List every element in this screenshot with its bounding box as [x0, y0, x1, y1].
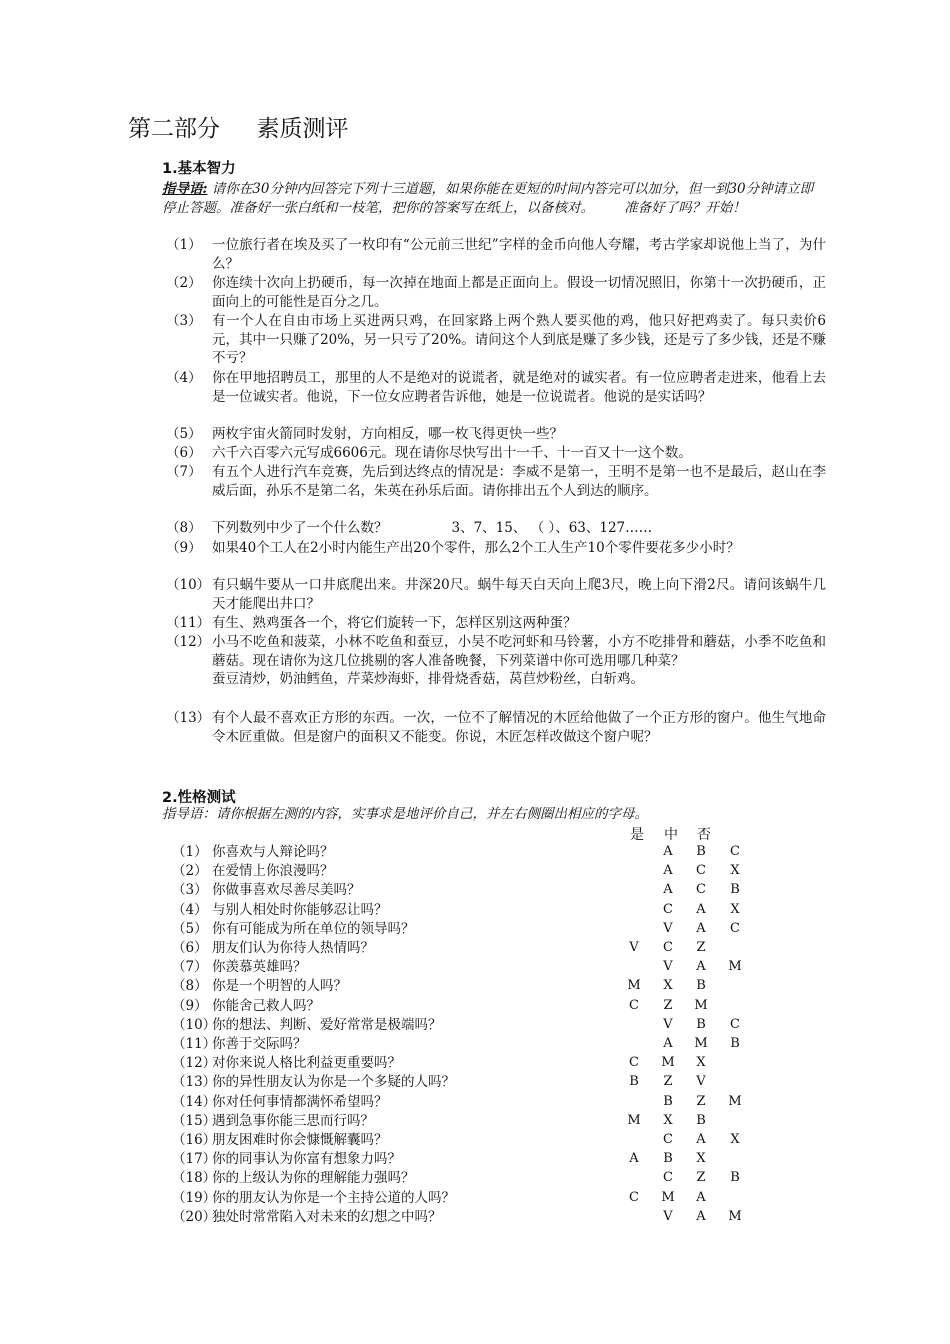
answer-option[interactable]: A [696, 1189, 706, 1205]
answer-option[interactable]: B [663, 1151, 673, 1167]
item-text: 你对任何事情都满怀希望吗？ [212, 1093, 388, 1110]
answer-option[interactable]: A [663, 863, 673, 879]
answer-option[interactable]: A [696, 959, 706, 975]
question-text [212, 519, 826, 538]
question-number: （13） [166, 710, 211, 726]
item-number: （3） [172, 882, 208, 899]
personality-item [172, 1169, 415, 1187]
question-number: （10） [166, 577, 211, 593]
answer-option[interactable]: M [627, 1112, 641, 1128]
item-number: （1） [172, 844, 208, 860]
item-text: 你羡慕英雄吗？ [212, 959, 307, 976]
answer-option[interactable]: Z [696, 940, 706, 955]
personality-item [172, 1131, 388, 1149]
item-text: 你是一个明智的人吗？ [212, 978, 347, 995]
iq-question [166, 312, 826, 368]
iq-question [166, 236, 826, 273]
answer-option[interactable]: C [663, 901, 673, 917]
iq-question [166, 576, 826, 613]
question-text [212, 444, 826, 463]
question-body: 有一个人在自由市场上买进两只鸡，在回家路上两个熟人要买他的鸡，他只好把鸡卖了。每只卖价6元，其中一只赚了20%，另一只亏了20%。请问这个人到底是赚了多少钱，还是亏了多少钱，还是不赚不亏？ [212, 313, 826, 366]
item-text: 你能舍己救人吗？ [212, 997, 320, 1014]
answer-option[interactable]: B [696, 1016, 706, 1032]
item-number: （12） [172, 1055, 217, 1072]
item-text: 在爱情上你浪漫吗？ [212, 863, 334, 880]
answer-option[interactable]: M [661, 1189, 675, 1205]
item-text: 你做事喜欢尽善尽美吗？ [212, 882, 361, 899]
question-body: 有生、熟鸡蛋各一个，将它们旋转一下，怎样区别这两种蛋？ [212, 615, 577, 631]
question-body: 有只蜗牛要从一口井底爬出来。井深20尺。蜗牛每天白天向上爬3尺，晚上向下滑2尺。请问该蜗牛几天才能爬出井口？ [212, 577, 826, 612]
question-text [212, 312, 826, 368]
question-number: （12） [166, 634, 211, 650]
answer-option[interactable]: V [663, 1208, 673, 1224]
col-header-yes: 是 [630, 827, 644, 843]
personality-item [172, 1208, 442, 1226]
iq-question [166, 369, 826, 406]
item-number: （14） [172, 1093, 217, 1110]
answer-option[interactable]: X [663, 978, 673, 994]
answer-option[interactable]: A [696, 1208, 706, 1224]
item-text: 独处时常常陷入对未来的幻想之中吗？ [212, 1208, 442, 1225]
answer-option[interactable]: C [663, 940, 673, 955]
question-body: 你连续十次向上扔硬币，每一次掉在地面上都是正面向上。假设一切情况照旧，你第十一次扔硬币，正面向上的可能性是百分之几。 [212, 275, 826, 310]
answer-option[interactable]: V [663, 920, 673, 936]
answer-option[interactable]: Z [663, 997, 673, 1013]
answer-option[interactable]: Z [696, 1170, 706, 1186]
answer-option[interactable]: C [663, 1132, 673, 1147]
question-number: （8） [166, 520, 202, 536]
answer-option[interactable]: X [696, 1151, 706, 1167]
iq-question [166, 709, 826, 746]
personality-item [172, 881, 361, 899]
question-body: 小马不吃鱼和菠菜，小林不吃鱼和蚕豆，小吴不吃河虾和马铃薯，小方不吃排骨和蘑菇，小季不吃鱼和蘑菇。现在请你为这几位挑剔的客人准备晚餐，下列菜谱中你可选用哪几种菜？ [212, 634, 826, 669]
personality-item [172, 920, 415, 938]
section-1-guide [162, 180, 826, 217]
iq-question [166, 463, 826, 500]
item-text: 你的朋友认为你是一个主持公道的人吗？ [212, 1189, 455, 1206]
item-text: 对你来说人格比利益更重要吗？ [212, 1055, 401, 1072]
answer-option[interactable]: B [730, 1170, 740, 1186]
item-number: （16） [172, 1132, 217, 1148]
question-body: 如果40个工人在2小时内能生产出20个零件，那么2个工人生产10个零件要花多少小时？ [212, 540, 740, 556]
answer-option[interactable]: V [663, 959, 673, 975]
item-number: （13） [172, 1074, 217, 1091]
section-1-title: 1.基本智力 [162, 161, 236, 177]
guide-label: 指导语: [162, 181, 208, 197]
question-number: （3） [166, 313, 202, 329]
personality-item [172, 1035, 307, 1053]
answer-option[interactable]: V [663, 1016, 673, 1032]
question-text [212, 709, 826, 746]
answer-option[interactable]: X [696, 1055, 706, 1071]
item-text: 你的同事认为你富有想象力吗？ [212, 1151, 401, 1168]
personality-item [172, 1073, 455, 1091]
question-text [212, 576, 826, 613]
question-body: 六千六百零六元写成6606元。现在请你尽快写出十一千、十一百又十一这个数。 [212, 445, 692, 461]
answer-option[interactable]: X [730, 863, 740, 879]
item-number: （10） [172, 1016, 217, 1033]
answer-option[interactable]: A [663, 844, 673, 859]
item-number: （2） [172, 863, 208, 880]
personality-item [172, 1054, 401, 1072]
item-text: 朋友们认为你待人热情吗？ [212, 940, 374, 956]
menu-list: 蚕豆清炒，奶油鳕鱼，芹菜炒海虾，排骨烧香菇，莴苣炒粉丝，白斩鸡。 [212, 671, 644, 687]
question-text [212, 236, 826, 273]
question-text [212, 463, 826, 500]
iq-question [166, 274, 826, 311]
answer-option[interactable]: V [629, 940, 639, 955]
answer-option[interactable]: V [696, 1074, 706, 1090]
answer-option[interactable]: B [696, 978, 706, 994]
personality-item [172, 1112, 374, 1130]
answer-option[interactable]: M [694, 1036, 708, 1051]
personality-item [172, 939, 374, 957]
question-body: 你在甲地招聘员工，那里的人不是绝对的说谎者，就是绝对的诚实者。有一位应聘者走进来，他看上去是一位诚实者。他说，下一位女应聘者告诉他，她是一位说谎者。他说的是实话吗？ [212, 370, 826, 405]
answer-option[interactable]: M [661, 1055, 675, 1071]
col-header-no: 否 [697, 827, 711, 843]
question-number: （7） [166, 464, 202, 480]
answer-option[interactable]: C [629, 1055, 639, 1071]
item-text: 你的想法、判断、爱好常常是极端吗？ [212, 1016, 442, 1033]
iq-question [166, 444, 826, 463]
answer-option[interactable]: Z [663, 1074, 673, 1090]
item-number: （15） [172, 1112, 217, 1129]
question-text [212, 274, 826, 311]
iq-question [166, 425, 826, 444]
item-number: （20） [172, 1208, 217, 1225]
iq-question [166, 633, 826, 689]
guide-ready: 准备好了吗？开始！ [624, 199, 746, 216]
question-body: 下列数列中少了一个什么数？ [212, 520, 388, 536]
answer-option[interactable]: B [663, 1093, 673, 1109]
item-text: 你有可能成为所在单位的领导吗？ [212, 920, 415, 937]
item-number: （18） [172, 1170, 217, 1187]
personality-item [172, 862, 334, 880]
item-text: 你的上级认为你的理解能力强吗？ [212, 1170, 415, 1187]
answer-option[interactable]: C [730, 1016, 740, 1032]
question-number: （6） [166, 445, 202, 461]
answer-option[interactable]: M [728, 1093, 742, 1109]
answer-option[interactable]: B [730, 1036, 740, 1051]
item-number: （8） [172, 978, 208, 995]
answer-option[interactable]: C [663, 1170, 673, 1186]
question-text [212, 425, 826, 444]
question-number: （4） [166, 370, 202, 386]
answer-option[interactable]: C [629, 997, 639, 1013]
question-text [212, 614, 826, 633]
question-body: 一位旅行者在埃及买了一枚印有“公元前三世纪”字样的金币向他人夸耀，考古学家却说他上当了，为什么？ [212, 237, 826, 272]
answer-option[interactable]: X [730, 901, 740, 917]
answer-option[interactable]: A [696, 901, 706, 917]
personality-item [172, 958, 307, 976]
number-sequence: 3、7、15、 （ ）、63、127…… [451, 520, 653, 536]
answer-option[interactable]: B [696, 844, 706, 859]
answer-option[interactable]: M [728, 1208, 742, 1224]
iq-question [166, 614, 826, 633]
answer-option[interactable]: A [629, 1151, 639, 1167]
answer-option[interactable]: C [696, 863, 706, 879]
answer-option[interactable]: B [730, 882, 740, 898]
answer-option[interactable]: C [696, 882, 706, 898]
answer-option[interactable]: B [696, 1112, 706, 1128]
question-number: （9） [166, 540, 202, 556]
question-number: （11） [166, 615, 211, 631]
guide-text: 请你在30分钟内回答完下列十三道题，如果你能在更短的时间内答完可以加分，但一到30分钟请立即停止答题。准备好一张白纸和一枝笔，把你的答案写在纸上，以备核对。 [162, 181, 814, 216]
item-text: 你喜欢与人辩论吗？ [212, 844, 334, 860]
answer-option[interactable]: C [730, 844, 740, 859]
item-text: 你善于交际吗？ [212, 1036, 307, 1052]
question-text [212, 369, 826, 406]
item-text: 遇到急事你能三思而行吗？ [212, 1112, 374, 1129]
item-number: （11） [172, 1036, 217, 1052]
answer-option[interactable]: X [663, 1112, 673, 1128]
personality-item [172, 843, 334, 861]
item-number: （19） [172, 1189, 217, 1206]
answer-option[interactable]: M [728, 959, 742, 975]
item-number: （7） [172, 959, 208, 976]
answer-option[interactable]: A [663, 882, 673, 898]
question-number: （1） [166, 237, 202, 253]
item-text: 你的异性朋友认为你是一个多疑的人吗？ [212, 1074, 455, 1091]
item-text: 与别人相处时你能够忍让吗？ [212, 901, 388, 918]
personality-item [172, 1093, 388, 1111]
iq-question [166, 519, 826, 538]
personality-item [172, 1189, 455, 1207]
answer-option[interactable]: C [629, 1189, 639, 1205]
answer-option[interactable]: A [663, 1036, 673, 1051]
part-title: 第二部分 素质测评 [128, 116, 349, 142]
question-body: 有个人最不喜欢正方形的东西。一次，一位不了解情况的木匠给他做了一个正方形的窗户。他生气地命令木匠重做。但是窗户的面积又不能变。你说，木匠怎样改做这个窗户呢？ [212, 710, 826, 745]
answer-option[interactable]: A [696, 920, 706, 936]
personality-item [172, 977, 347, 995]
section-2-title: 2.性格测试 [162, 790, 236, 806]
question-text [212, 633, 826, 689]
item-number: （6） [172, 940, 208, 956]
answer-option[interactable]: Z [696, 1093, 706, 1109]
answer-option[interactable]: A [696, 1132, 706, 1147]
item-number: （4） [172, 901, 208, 918]
personality-item [172, 1016, 442, 1034]
question-body: 两枚宇宙火箭同时发射，方向相反，哪一枚飞得更快一些？ [212, 426, 563, 442]
item-number: （9） [172, 997, 208, 1014]
item-number: （17） [172, 1151, 217, 1168]
personality-item [172, 901, 388, 919]
question-number: （2） [166, 275, 202, 291]
question-text [212, 539, 826, 558]
answer-option[interactable]: C [730, 920, 740, 936]
item-text: 朋友困难时你会慷慨解囊吗？ [212, 1132, 388, 1148]
answer-option[interactable]: M [627, 978, 641, 994]
personality-item [172, 1150, 401, 1168]
answer-option[interactable]: M [694, 997, 708, 1013]
answer-option[interactable]: B [629, 1074, 639, 1090]
item-number: （5） [172, 920, 208, 937]
question-number: （5） [166, 426, 202, 442]
col-header-mid: 中 [664, 827, 678, 843]
iq-question [166, 539, 826, 558]
question-body: 有五个人进行汽车竞赛，先后到达终点的情况是：李威不是第一，王明不是第一也不是最后，赵山在李威后面，孙乐不是第二名，朱英在孙乐后面。请你排出五个人到达的顺序。 [212, 464, 826, 499]
section-2-guide: 指导语：请你根据左测的内容，实事求是地评价自己，并左右侧圈出相应的字母。 [162, 806, 648, 822]
personality-item [172, 997, 320, 1015]
answer-option[interactable]: X [730, 1132, 740, 1147]
